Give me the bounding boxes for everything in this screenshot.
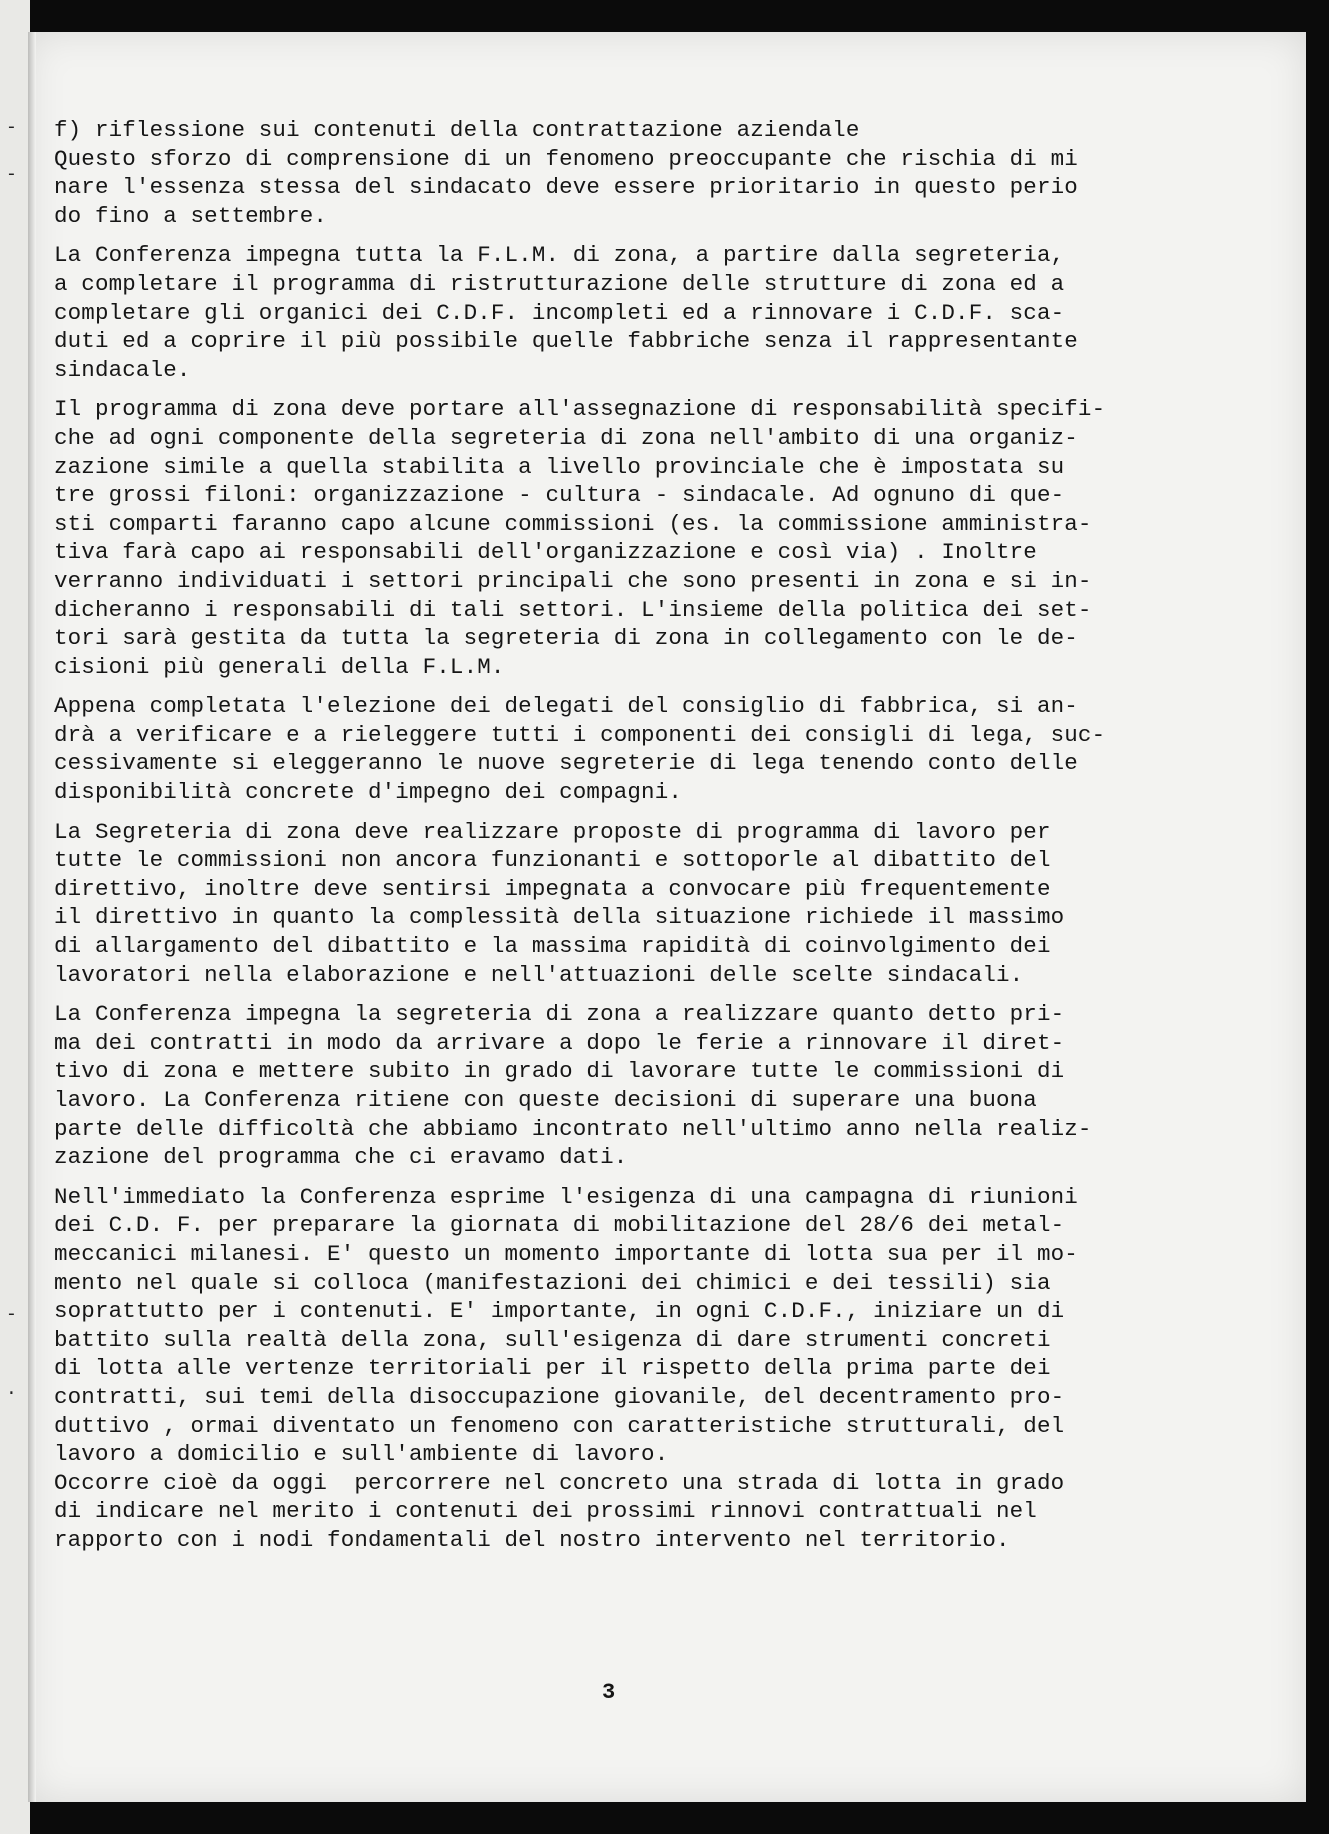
- text-line: La Conferenza impegna tutta la F.L.M. di zona, a partire dalla segreteria,: [54, 242, 1065, 269]
- text-line: lavoro. La Conferenza ritiene con queste decisioni di superare una buona: [54, 1087, 1037, 1113]
- paragraph: [54, 241, 1286, 384]
- binder-mark: .: [6, 1380, 17, 1400]
- text-line: sti comparti faranno capo alcune commissioni (es. la commissione amministra-: [54, 510, 1092, 537]
- text-line: di indicare nel merito i contenuti dei prossimi rinnovi contrattuali nel: [54, 1498, 1037, 1525]
- text-line: Questo sforzo di comprensione di un fenomeno preoccupante che rischia di mi: [54, 145, 1078, 172]
- text-line: tori sarà gestita da tutta la segreteria di zona in collegamento con le de-: [54, 625, 1078, 652]
- text-line: verranno individuati i settori principali che sono presenti in zona e si in-: [54, 567, 1092, 594]
- paragraph: [54, 692, 1286, 806]
- paragraph: [54, 1000, 1286, 1172]
- text-line: tre grossi filoni: organizzazione - cultura - sindacale. Ad ognuno di que-: [54, 482, 1065, 509]
- text-line: di allargamento del dibattito e la massima rapidità di coinvolgimento dei: [54, 933, 1051, 960]
- text-line: zazione del programma che ci eravamo dati.: [54, 1144, 628, 1171]
- text-line: rapporto con i nodi fondamentali del nostro intervento nel territorio.: [54, 1526, 1010, 1553]
- text-line: Occorre cioè da oggi percorrere nel concreto una strada di lotta in grado: [54, 1469, 1065, 1496]
- binder-mark: -: [6, 118, 17, 138]
- text-line: La Conferenza impegna la segreteria di zona a realizzare quanto detto pri-: [54, 1001, 1065, 1028]
- text-line: La Segreteria di zona deve realizzare proposte di programma di lavoro per: [54, 818, 1051, 845]
- text-line: duttivo , ormai diventato un fenomeno con caratteristiche strutturali, del: [54, 1412, 1065, 1439]
- text-line: Appena completata l'elezione dei delegati del consiglio di fabbrica, si an-: [54, 693, 1078, 720]
- page-number: 3: [602, 1680, 616, 1705]
- text-line: contratti, sui temi della disoccupazione giovanile, del decentramento pro-: [54, 1383, 1065, 1410]
- text-line: battito sulla realtà della zona, sull'esigenza di dare strumenti concreti: [54, 1326, 1051, 1353]
- text-line: meccanici milanesi. E' questo un momento importante di lotta sua per il mo-: [54, 1240, 1078, 1267]
- text-line: direttivo, inoltre deve sentirsi impegnata a convocare più frequentemente: [54, 875, 1051, 902]
- text-line: drà a verificare e a rieleggere tutti i componenti dei consigli di lega, suc-: [54, 721, 1106, 748]
- document-page: [28, 32, 1306, 1802]
- text-line: nare l'essenza stessa del sindacato deve essere prioritario in questo perio: [54, 174, 1078, 201]
- text-line: tutte le commissioni non ancora funzionanti e sottoporle al dibattito del: [54, 847, 1051, 874]
- text-line: do fino a settembre.: [54, 202, 328, 229]
- paragraph: [54, 818, 1286, 990]
- document-body: [54, 116, 1286, 1555]
- text-line: cessivamente si eleggeranno le nuove segreterie di lega tenendo conto delle: [54, 750, 1078, 777]
- paragraph: [54, 395, 1286, 681]
- paragraph: [54, 116, 1286, 230]
- binder-mark: -: [6, 1305, 17, 1325]
- text-line: zazione simile a quella stabilita a livello provinciale che è impostata su: [54, 453, 1065, 480]
- text-line: parte delle difficoltà che abbiamo incontrato nell'ultimo anno nella realiz-: [54, 1115, 1092, 1142]
- text-line: completare gli organici dei C.D.F. incompleti ed a rinnovare i C.D.F. sca-: [54, 299, 1065, 326]
- text-line: f) riflessione sui contenuti della contrattazione aziendale: [54, 117, 860, 143]
- text-line: ma dei contratti in modo da arrivare a dopo le ferie a rinnovare il diret-: [54, 1029, 1065, 1056]
- binder-mark: -: [6, 165, 17, 185]
- text-line: lavoro a domicilio e sull'ambiente di lavoro.: [54, 1441, 669, 1468]
- text-line: sindacale.: [54, 356, 191, 383]
- text-line: di lotta alle vertenze territoriali per il rispetto della prima parte dei: [54, 1355, 1051, 1382]
- text-line: cisioni più generali della F.L.M.: [54, 653, 505, 680]
- text-line: soprattutto per i contenuti. E' importante, in ogni C.D.F., iniziare un di: [54, 1298, 1065, 1325]
- text-line: tiva farà capo ai responsabili dell'organizzazione e così via) . Inoltre: [54, 539, 1037, 566]
- text-line: duti ed a coprire il più possibile quelle fabbriche senza il rappresentante: [54, 328, 1078, 355]
- text-line: Nell'immediato la Conferenza esprime l'esigenza di una campagna di riunioni: [54, 1183, 1078, 1210]
- text-line: tivo di zona e mettere subito in grado di lavorare tutte le commissioni di: [54, 1058, 1065, 1085]
- text-line: lavoratori nella elaborazione e nell'attuazioni delle scelte sindacali.: [54, 961, 1024, 988]
- text-line: il direttivo in quanto la complessità della situazione richiede il massimo: [54, 904, 1065, 931]
- text-line: che ad ogni componente della segreteria di zona nell'ambito di una organiz-: [54, 424, 1078, 451]
- text-line: disponibilità concrete d'impegno dei compagni.: [54, 779, 683, 806]
- text-line: a completare il programma di ristrutturazione delle strutture di zona ed a: [54, 270, 1065, 297]
- paragraph: [54, 1183, 1286, 1555]
- text-line: mento nel quale si colloca (manifestazioni dei chimici e dei tessili) sia: [54, 1269, 1051, 1296]
- page-gutter: [28, 32, 36, 1802]
- scan-edge-left: [0, 0, 30, 1834]
- text-line: dicheranno i responsabili di tali settori. L'insieme della politica dei set-: [54, 596, 1092, 623]
- text-line: Il programma di zona deve portare all'assegnazione di responsabilità specifi-: [54, 396, 1106, 423]
- text-line: dei C.D. F. per preparare la giornata di mobilitazione del 28/6 dei metal-: [54, 1212, 1065, 1239]
